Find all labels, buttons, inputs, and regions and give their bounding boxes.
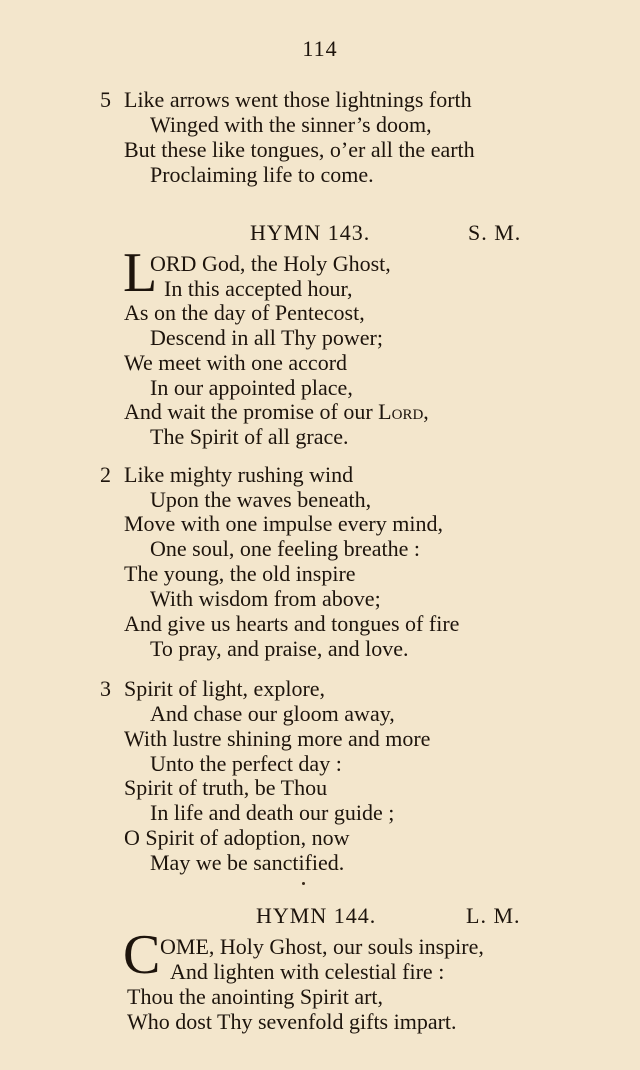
verse-line: O Spirit of adoption, now [124, 825, 350, 850]
verse-line: In our appointed place, [150, 375, 353, 400]
verse-line: In this accepted hour, [164, 276, 353, 301]
verse-line: The Spirit of all grace. [150, 424, 349, 449]
verse-line: ORD God, the Holy Ghost, [150, 251, 391, 276]
verse-line: And chase our gloom away, [150, 701, 395, 726]
lord-small-caps: Lord [378, 399, 424, 424]
verse-line: One soul, one feeling breathe : [150, 536, 421, 561]
page-number: 114 [302, 36, 338, 61]
verse-line: As on the day of Pentecost, [124, 300, 365, 325]
verse-line: And give us hearts and tongues of fire [124, 611, 460, 636]
hymn-143-meter: S. M. [468, 220, 522, 245]
verse-line: We meet with one accord [124, 350, 348, 375]
line-text: , [423, 399, 429, 424]
verse-line: Unto the perfect day : [150, 751, 342, 776]
verse-line [124, 400, 429, 424]
verse-line: OME, Holy Ghost, our souls inspire, [160, 934, 484, 959]
verse-line: The young, the old inspire [124, 561, 356, 586]
drop-cap: C [123, 924, 161, 986]
verse-line: Like mighty rushing wind [124, 462, 354, 487]
drop-cap: L [123, 242, 158, 304]
printer-dot [302, 882, 305, 885]
verse-line: With wisdom from above; [150, 586, 381, 611]
hymn-144-meter: L. M. [466, 903, 521, 928]
verse-line: Who dost Thy sevenfold gifts impart. [127, 1009, 457, 1034]
verse-line: With lustre shining more and more [124, 726, 431, 751]
hymn-144-title: HYMN 144. [256, 903, 377, 928]
verse-number: 2 [100, 462, 111, 487]
verse-line: Winged with the sinner’s doom, [150, 112, 432, 137]
verse-number: 5 [100, 87, 111, 112]
verse-line: Upon the waves beneath, [150, 487, 372, 512]
verse-line: May we be sanctified. [150, 850, 345, 875]
verse-line: Descend in all Thy power; [150, 325, 383, 350]
verse-line: Spirit of light, explore, [124, 676, 326, 701]
hymn-143-title: HYMN 143. [250, 220, 371, 245]
verse-line: Thou the anointing Spirit art, [127, 984, 384, 1009]
verse-line: Move with one impulse every mind, [124, 511, 443, 536]
verse-line: And lighten with celestial fire : [170, 959, 445, 984]
verse-line: Proclaiming life to come. [150, 162, 374, 187]
verse-number: 3 [100, 676, 111, 701]
verse-line: To pray, and praise, and love. [150, 636, 409, 661]
verse-line: Spirit of truth, be Thou [124, 775, 328, 800]
verse-line: In life and death our guide ; [150, 800, 395, 825]
verse-line: Like arrows went those lightnings forth [124, 87, 472, 112]
verse-line: But these like tongues, o’er all the earth [124, 137, 475, 162]
line-text: And wait the promise of our [124, 399, 379, 424]
